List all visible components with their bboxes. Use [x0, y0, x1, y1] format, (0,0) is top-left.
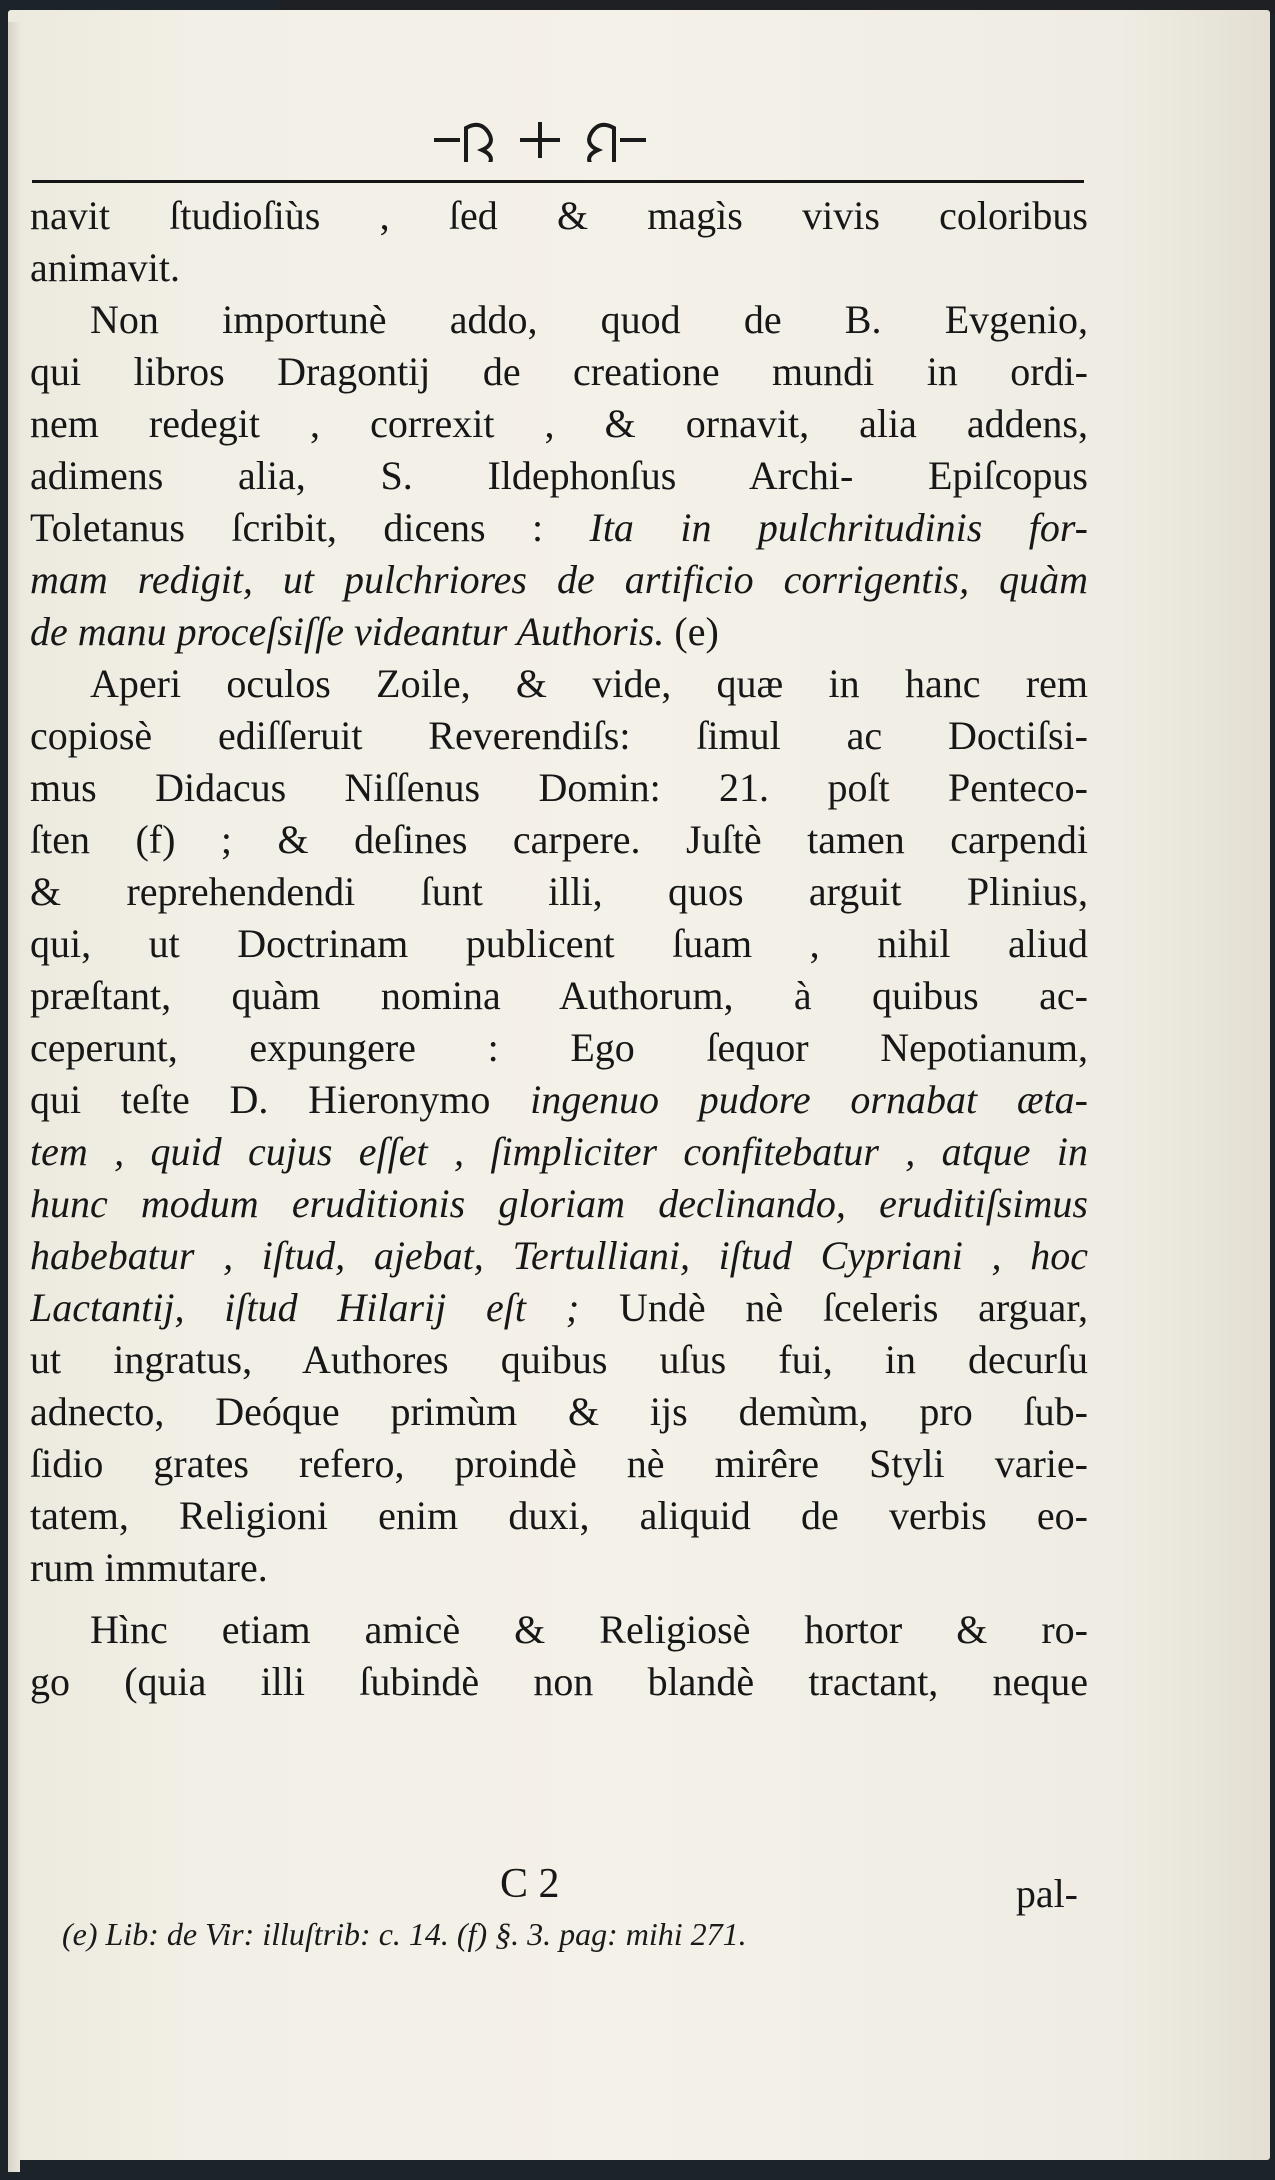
text-line-italic: hunc modum eruditionis gloriam declinando, eruditiſsimus	[30, 1181, 1088, 1226]
text-line-mixed	[30, 1074, 1088, 1126]
text-line: adimens alia, S. Ildephonſus Archi- Epiſcopus	[30, 453, 1088, 498]
text-line: rum immutare.	[30, 1545, 268, 1590]
text-line: copiosè ediſſeruit Reverendiſs: ſimul ac Doctiſsi-	[30, 713, 1088, 758]
body-text	[30, 190, 1088, 1708]
text-line: qui, ut Doctrinam publicent ſuam , nihil aliud	[30, 921, 1088, 966]
header-ornament-icon	[430, 118, 650, 162]
text-line: ut ingratus, Authores quibus uſus fui, in decurſu	[30, 1337, 1088, 1382]
page-edge	[8, 22, 20, 2172]
text-line: ſidio grates refero, proindè nè mirêre Styli varie-	[30, 1441, 1088, 1486]
text-line-mixed	[30, 1282, 1088, 1334]
italic-quote: de manu proceſsiſſe videantur Authoris.	[30, 609, 675, 654]
signature-mark: C 2	[500, 1861, 560, 1907]
text-line: animavit.	[30, 245, 180, 290]
text-line: nem redegit , correxit , & ornavit, alia addens,	[30, 401, 1088, 446]
text-line-italic: tem , quid cujus eſſet , ſimpliciter confitebatur , atque in	[30, 1129, 1088, 1174]
text-run: Toletanus ſcribit, dicens :	[30, 505, 590, 550]
text-run: Undè nè ſceleris arguar,	[618, 1285, 1088, 1330]
text-line: adnecto, Deóque primùm & ijs demùm, pro ſub-	[30, 1389, 1088, 1434]
signature-row	[30, 1858, 1088, 1916]
text-line: Non importunè addo, quod de B. Evgenio,	[90, 297, 1088, 342]
text-line: ceperunt, expungere : Ego ſequor Nepotianum,	[30, 1025, 1088, 1070]
text-run: qui teſte D. Hieronymo	[30, 1077, 531, 1122]
footnote: (e) Lib: de Vir: illuſtrib: c. 14. (f) §. 3. pag: mihi 271.	[62, 1916, 747, 1952]
text-line: qui libros Dragontij de creatione mundi in ordi-	[30, 349, 1088, 394]
text-line-mixed	[30, 606, 1088, 658]
note-marker: (e)	[674, 609, 719, 654]
italic-quote: ingenuo pudore ornabat æta-	[530, 1077, 1088, 1122]
text-line: navit ſtudioſiùs , ſed & magìs vivis coloribus	[30, 193, 1088, 238]
italic-quote: Lactantij, iſtud Hilarij eſt ;	[30, 1285, 619, 1330]
catchword: pal-	[1015, 1871, 1078, 1916]
text-line: & reprehendendi ſunt illi, quos arguit Plinius,	[30, 869, 1088, 914]
header-rule	[32, 180, 1084, 183]
text-line-italic: mam redigit, ut pulchriores de artificio corrigentis, quàm	[30, 557, 1088, 602]
text-line: Hìnc etiam amicè & Religiosè hortor & ro-	[90, 1607, 1088, 1652]
text-line: go (quia illi ſubindè non blandè tractant, neque	[30, 1659, 1088, 1704]
text-line: Aperi oculos Zoile, & vide, quæ in hanc rem	[90, 661, 1088, 706]
text-line: tatem, Religioni enim duxi, aliquid de verbis eo-	[30, 1493, 1088, 1538]
text-line-mixed	[30, 502, 1088, 554]
text-line: mus Didacus Niſſenus Domin: 21. poſt Penteco-	[30, 765, 1088, 810]
text-line: ſten (f) ; & deſines carpere. Juſtè tamen carpendi	[30, 817, 1088, 862]
text-line: præſtant, quàm nomina Authorum, à quibus ac-	[30, 973, 1088, 1018]
text-line-italic: habebatur , iſtud, ajebat, Tertulliani, iſtud Cypriani , hoc	[30, 1233, 1088, 1278]
italic-quote: Ita in pulchritudinis for-	[589, 505, 1088, 550]
